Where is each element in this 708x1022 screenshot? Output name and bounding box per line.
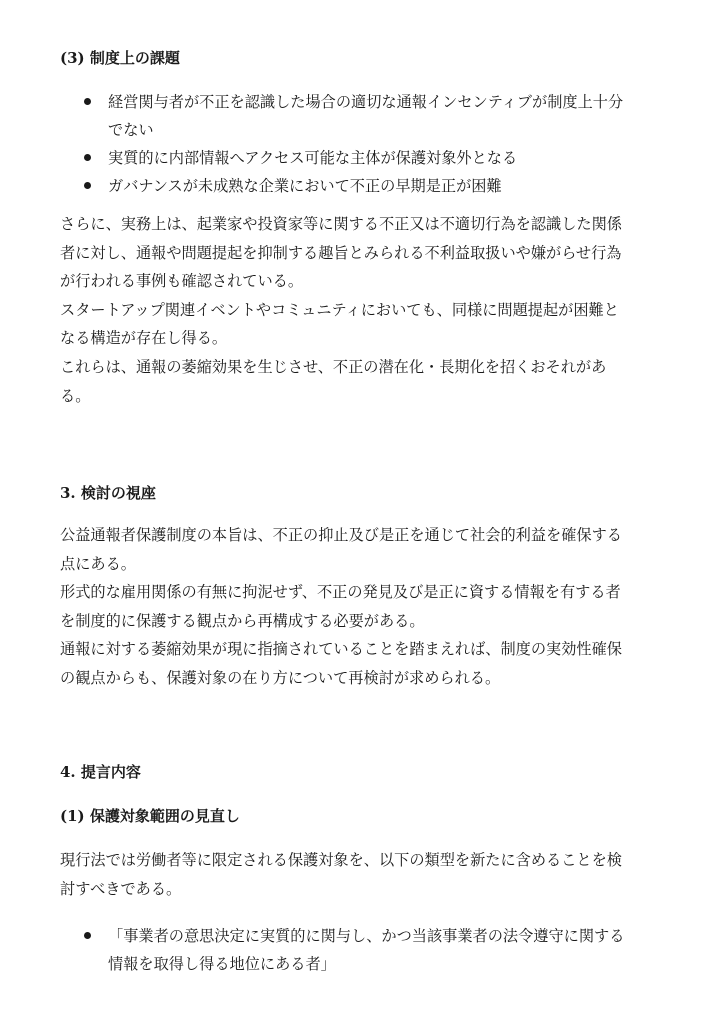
proposal-paragraph: 現行法では労働者等に限定される保護対象を、以下の類型を新たに含めることを検 討すべきである。 <box>60 851 622 898</box>
subsection-title-3: (3) 制度上の課題 <box>60 49 180 67</box>
list-item: 「事業者の意思決定に実質的に関与し、かつ当該事業者の法令遵守に関する 情報を取得し得る地位にある者」 <box>0 922 708 978</box>
section-title-4: 4. 提言内容 <box>60 763 141 781</box>
bullet-dot-icon <box>84 98 91 105</box>
list-item: 経営関与者が不正を認識した場合の適切な通報インセンティブが制度上十分 でない <box>0 88 708 144</box>
proposal-bullet-list <box>0 922 708 978</box>
issue-bullet-list <box>0 88 708 200</box>
list-item: 実質的に内部情報へアクセス可能な主体が保護対象外となる <box>0 144 708 172</box>
perspective-paragraph: 公益通報者保護制度の本旨は、不正の抑止及び是正を通じて社会的利益を確保する 点にある。 形式的な雇用関係の有無に拘泥せず、不正の発見及び是正に資する情報を有する者 を制度的に保護する観点から再構成する必要がある。 通報に対する萎縮効果が現に指摘されていることを踏まえれば、制度の実効性確保 の観点からも、保護対象の在り方について再検討が求められる。 <box>60 526 622 687</box>
bullet-dot-icon <box>84 154 91 161</box>
section-title-3: 3. 検討の視座 <box>60 484 156 502</box>
bullet-dot-icon <box>84 932 91 939</box>
bullet-dot-icon <box>84 182 91 189</box>
practice-issue-paragraph: さらに、実務上は、起業家や投資家等に関する不正又は不適切行為を認識した関係 者に対し、通報や問題提起を抑制する趣旨とみられる不利益取扱いや嫌がらせ行為 が行われる事例も確認されている。 スタートアップ関連イベントやコミュニティにおいても、同様に問題提起が困難と なる構造が存在し得る。 これらは、通報の萎縮効果を生じさせ、不正の潜在化・長期化を招くおそれがあ る。 <box>60 215 622 405</box>
list-item: ガバナンスが未成熟な企業において不正の早期是正が困難 <box>0 172 708 200</box>
subsection-title-4-1: (1) 保護対象範囲の見直し <box>60 807 240 825</box>
